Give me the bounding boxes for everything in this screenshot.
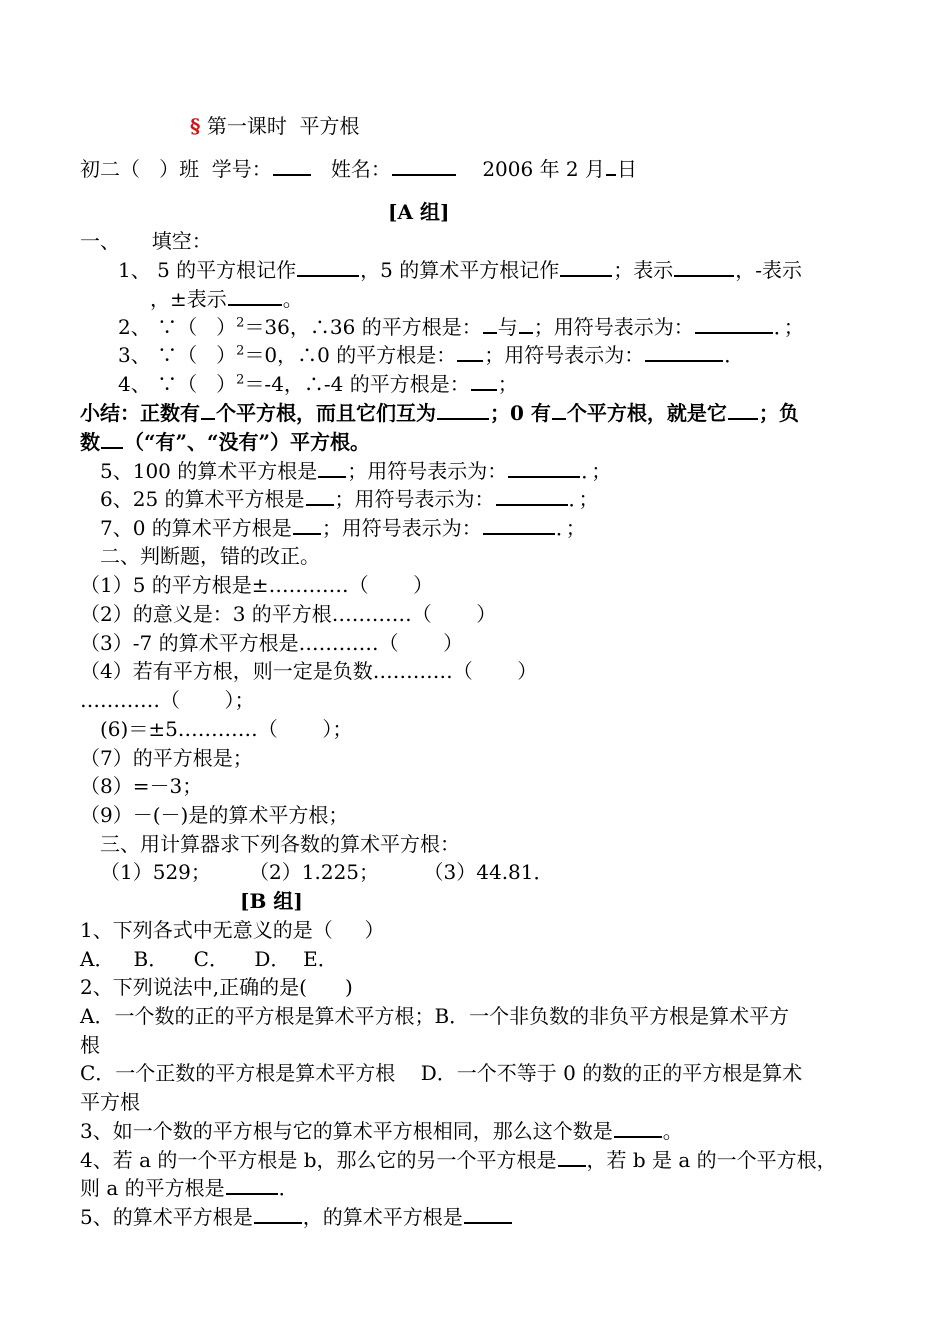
- q3-part-d: ．: [724, 343, 745, 367]
- summary-blank-4: [728, 400, 758, 420]
- summary-blank-3: [552, 400, 566, 420]
- q4-blank-1: [471, 371, 497, 391]
- q2-exponent: 2: [236, 315, 245, 331]
- q2-part-b: ＝36，∴36 的平方根是：: [244, 315, 482, 339]
- question-3: [118, 341, 744, 369]
- judge-item-6: (6)＝±5…………（ ）；: [100, 717, 353, 741]
- judge-item-1: （1）5 的平方根是±…………（ ）: [80, 573, 434, 597]
- q2-part-d: ；用符号表示为：: [533, 315, 694, 339]
- q1-part-a: 1、 5 的平方根记作: [118, 258, 297, 282]
- q1-blank-1: [297, 257, 359, 277]
- q7-blank-1: [293, 515, 321, 535]
- b4-part-d: ．: [278, 1176, 299, 1200]
- judge-item-8: （8）=－3；: [80, 774, 203, 798]
- lesson-title: [190, 112, 360, 140]
- q5-part-b: ；用符号表示为：: [347, 459, 508, 483]
- q4-part-a: 4、 ∵（ ）: [118, 372, 237, 396]
- b4-part-a: 4、若 a 的一个平方根是 b，那么它的另一个平方根是: [80, 1148, 557, 1172]
- summary-line2: [80, 428, 370, 456]
- class-label: 初二（ ）班: [80, 157, 200, 181]
- q5-blank-2: [508, 458, 580, 478]
- id-blank: [273, 156, 311, 176]
- summary-part-e: ；负: [758, 401, 799, 425]
- q6-part-a: 6、25 的算术平方根是: [100, 487, 305, 511]
- b-question-1: 1、下列各式中无意义的是（ ）: [80, 918, 385, 942]
- question-6: [100, 485, 599, 513]
- summary-blank-1: [201, 400, 215, 420]
- q6-part-c: ．；: [568, 487, 599, 511]
- q2-part-a: 2、 ∵（ ）: [118, 315, 237, 339]
- summary-line1: [80, 399, 799, 427]
- b-question-2-options-cd-cont: 平方根: [80, 1090, 140, 1114]
- summary-part-a: 小结：正数有: [80, 401, 200, 425]
- q4-part-b: ＝-4，∴-4 的平方根是：: [244, 372, 470, 396]
- judge-item-7: （7）的平方根是；: [80, 746, 253, 770]
- summary-blank-2: [437, 400, 489, 420]
- summary-blank-5: [101, 429, 123, 449]
- q1-blank-4: [228, 286, 282, 306]
- b4-blank-2: [226, 1175, 278, 1195]
- b-question-3: [80, 1117, 683, 1145]
- q7-blank-2: [483, 515, 555, 535]
- q2-part-c: 与: [497, 315, 518, 339]
- b-question-1-options: A． B． C． D． E．: [80, 947, 338, 971]
- b4-blank-1: [558, 1147, 586, 1167]
- q1-part-d: ，-表示: [735, 258, 803, 282]
- date-day-label: 日: [617, 157, 638, 181]
- question-1-line1: [118, 256, 802, 284]
- b3-blank: [614, 1118, 662, 1138]
- question-4: [118, 370, 518, 398]
- summary-part-d: 个平方根，就是它: [566, 401, 727, 425]
- question-5: [100, 457, 611, 485]
- q2-part-e: ．；: [773, 315, 804, 339]
- name-blank: [392, 156, 456, 176]
- b-question-4-line2: [80, 1174, 299, 1202]
- q3-exponent: 2: [236, 343, 245, 359]
- q2-blank-2: [519, 314, 533, 334]
- question-7: [100, 514, 586, 542]
- q2-blank-3: [695, 314, 773, 334]
- q5-part-c: ．；: [581, 459, 612, 483]
- b-question-2-options-cd: C．一个正数的平方根是算术平方根 D．一个不等于 0 的数的正的平方根是算术: [80, 1061, 803, 1085]
- section-mark: §: [190, 114, 201, 138]
- q5-part-a: 5、100 的算术平方根是: [100, 459, 318, 483]
- summary-part-c: ；0 有: [490, 401, 551, 425]
- q1-part-e: ，±表示: [150, 287, 227, 311]
- q5-blank-1: [318, 458, 346, 478]
- q7-part-a: 7、0 的算术平方根是: [100, 516, 292, 540]
- summary-part-f: 数: [80, 430, 100, 454]
- judge-item-5: …………（ ）；: [80, 688, 255, 712]
- q1-part-f: 。: [282, 287, 303, 311]
- q7-part-b: ；用符号表示为：: [321, 516, 482, 540]
- judge-item-9: （9）－(－)是的算术平方根；: [80, 803, 349, 827]
- id-label: 学号：: [211, 157, 272, 181]
- b5-part-a: 5、的算术平方根是: [80, 1205, 253, 1229]
- question-1-line2: [150, 285, 303, 313]
- q2-blank-1: [483, 314, 497, 334]
- q6-part-b: ；用符号表示为：: [334, 487, 495, 511]
- q3-blank-2: [645, 342, 723, 362]
- judge-item-3: （3）-7 的算术平方根是…………（ ）: [80, 631, 464, 655]
- b4-part-b: ，若 b 是 a 的一个平方根，: [586, 1148, 837, 1172]
- q6-blank-1: [306, 486, 334, 506]
- q1-blank-3: [674, 257, 734, 277]
- q1-part-c: ；表示: [613, 258, 674, 282]
- summary-part-g: （“有”、“没有”）平方根。: [124, 430, 371, 454]
- summary-part-b: 个平方根，而且它们互为: [216, 401, 436, 425]
- group-a-heading: [A 组]: [388, 200, 450, 224]
- q4-exponent: 2: [236, 372, 245, 388]
- judge-item-4: （4）若有平方根，则一定是负数…………（ ）: [80, 659, 538, 683]
- day-blank: [606, 156, 616, 176]
- question-2: [118, 313, 804, 341]
- b3-part-a: 3、如一个数的平方根与它的算术平方根相同，那么这个数是: [80, 1119, 613, 1143]
- title-text: 第一课时 平方根: [206, 114, 360, 138]
- b-question-2-options-ab-cont: 根: [80, 1033, 100, 1057]
- q3-part-c: ；用符号表示为：: [484, 343, 645, 367]
- b-question-2-options-ab: A．一个数的正的平方根是算术平方根；B．一个非负数的非负平方根是算术平方: [80, 1004, 790, 1028]
- b-question-4-line1: [80, 1146, 837, 1174]
- b-question-5: [80, 1203, 513, 1231]
- b-question-2: 2、下列说法中,正确的是( ): [80, 975, 353, 999]
- q7-part-c: ．；: [555, 516, 586, 540]
- q3-blank-1: [457, 342, 483, 362]
- b5-blank-2: [464, 1204, 512, 1224]
- judge-item-2: （2）的意义是：3 的平方根…………（ ）: [80, 602, 497, 626]
- date-year-month: 2006 年 2 月: [482, 157, 606, 181]
- section-2-title: 二、判断题，错的改正。: [100, 544, 320, 568]
- b4-part-c: 则 a 的平方根是: [80, 1176, 225, 1200]
- q3-part-a: 3、 ∵（ ）: [118, 343, 237, 367]
- name-label: 姓名：: [330, 157, 391, 181]
- student-info-line: [80, 155, 637, 183]
- b5-blank-1: [254, 1204, 302, 1224]
- section-3-title: 三、用计算器求下列各数的算术平方根：: [100, 832, 460, 856]
- group-b-heading: [B 组]: [240, 889, 303, 913]
- q6-blank-2: [496, 486, 568, 506]
- calculator-items: （1）529； （2）1.225； （3）44.81．: [100, 860, 554, 884]
- b5-part-b: ，的算术平方根是: [302, 1205, 463, 1229]
- q1-blank-2: [560, 257, 612, 277]
- b3-part-b: 。: [662, 1119, 683, 1143]
- q1-part-b: ，5 的算术平方根记作: [360, 258, 560, 282]
- q4-part-c: ；: [497, 372, 518, 396]
- q3-part-b: ＝0，∴0 的平方根是：: [244, 343, 457, 367]
- section-1-title: 一、 填空：: [80, 229, 212, 253]
